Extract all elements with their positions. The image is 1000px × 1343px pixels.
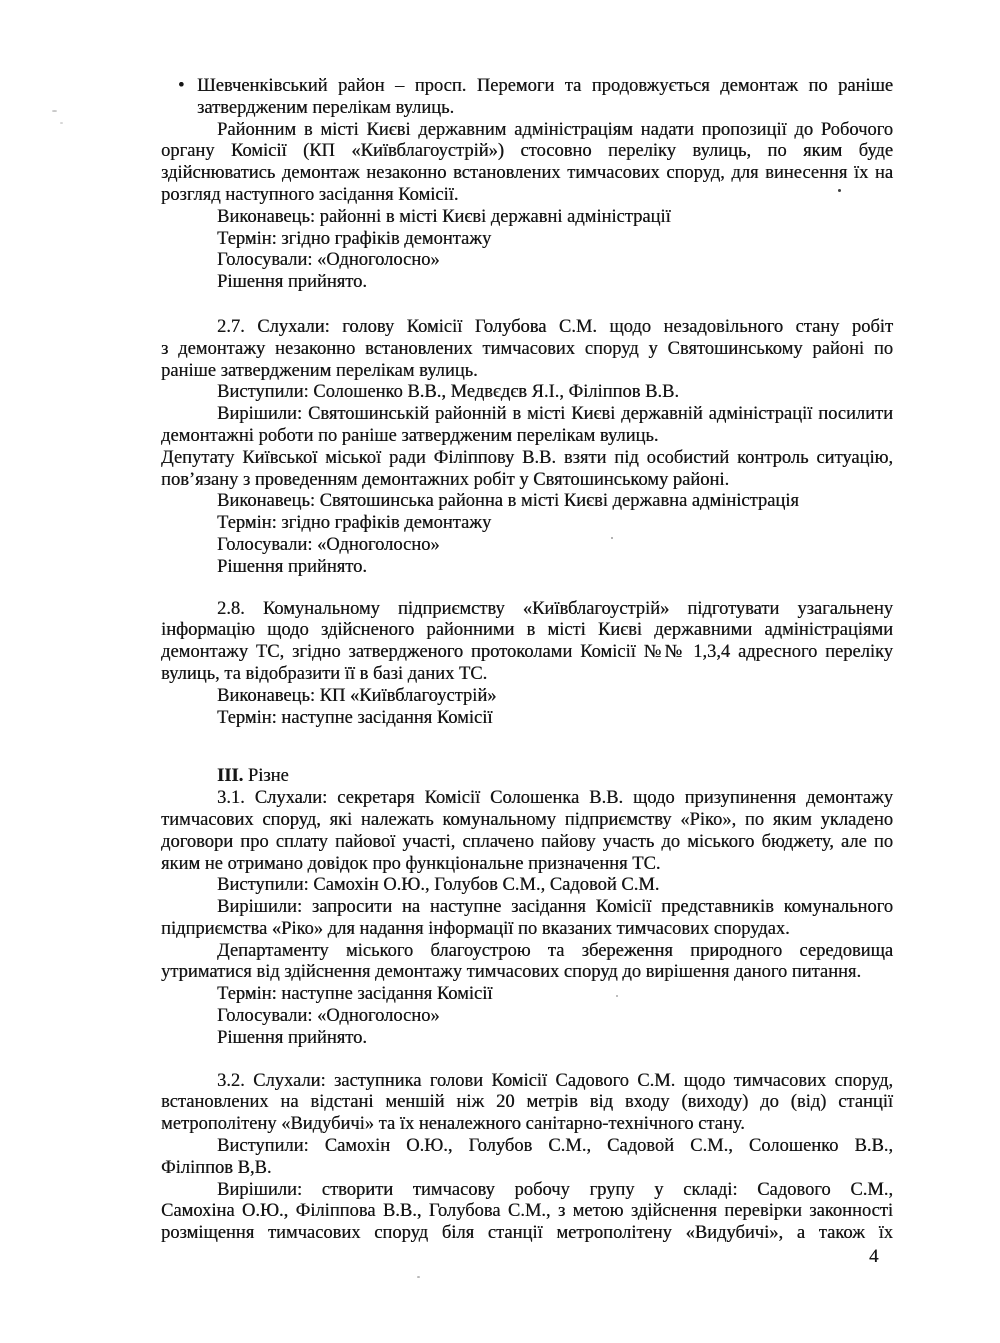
text-line: • Шевченківський район – просп. Перемоги та продовжується демонтаж по раніше [178, 76, 893, 96]
text-line: демонтажу ТС, згідно затвердженого протоколами Комісії №№ 1,3,4 адресного переліку [161, 642, 893, 663]
text-line: III. Різне [217, 766, 289, 787]
text-line: демонтажні роботи по раніше затвердженим перелікам вулиць. [161, 425, 659, 446]
label-vystupyly-3-1 [161, 875, 893, 897]
para-3-2-vyrishyly [161, 1180, 893, 1245]
para-2-7-slukhaly [161, 317, 893, 382]
text-line: утриматися від здійснення демонтажу тимчасових споруд до вирішення даного питання. [161, 962, 862, 983]
scan-speck [417, 1276, 420, 1278]
text-line: Самохіна О.Ю., Філіппова В.В., Голубова С.М., з метою здійснення перевірки законності [161, 1201, 893, 1222]
text-line: вулиць, та відобразити її в базі даних ТС. [161, 663, 488, 684]
label-holosuvaly-1 [161, 250, 893, 272]
text-line: Виступили: Солошенко В.В., Медвєдєв Я.І., Філіппов В.В. [217, 382, 679, 403]
para-raionnym-administratsiiam [161, 120, 893, 207]
text-line: затвердженим перелікам вулиць. [197, 97, 455, 118]
text-line: розміщення тимчасових споруд біля станції метрополітену «Видубичі», а також їх [161, 1223, 893, 1244]
label-vykonavets-2-8 [161, 686, 893, 708]
label-holosuvaly-2-7 [161, 535, 893, 557]
para-2-8 [161, 599, 893, 686]
text-line: Вирішили: створити тимчасову робочу групу у складі: Садового С.М., [217, 1179, 893, 1200]
text-line: встановлених на відстані меншій ніж 20 метрів від входу (виходу) до (від) станції [161, 1092, 893, 1113]
label-termin-2-7 [161, 513, 893, 535]
text-line: 3.1. Слухали: секретаря Комісії Солошенка В.В. щодо призупинення демонтажу [217, 788, 893, 809]
text-line: розгляд наступного засідання Комісії. [161, 184, 459, 205]
text-line: 3.2. Слухали: заступника голови Комісії Садового С.М. щодо тимчасових споруд, [217, 1070, 893, 1091]
text-line: Районним в місті Києві державним адміністраціям надати пропозиції до Робочого [217, 119, 893, 140]
text-line: яким не отримано довідок про функціональне призначення ТС. [161, 853, 661, 874]
text-line: Рішення прийнято. [217, 272, 367, 293]
para-3-1-departamentu [161, 941, 893, 985]
text-line: Голосували: «Одноголосно» [217, 534, 440, 555]
text-line: Виступили: Самохін О.Ю., Голубов С.М., Садовой С.М. [217, 875, 660, 896]
label-holosuvaly-3-1 [161, 1006, 893, 1028]
label-rishennia-3-1 [161, 1028, 893, 1050]
label-termin-3-1 [161, 984, 893, 1006]
label-rishennia-1 [161, 272, 893, 294]
scan-speck [611, 537, 613, 539]
text-line: здійснюватись демонтаж незаконно встановлених тимчасових споруд, для винесення їх на [161, 163, 893, 184]
text-line: договори про сплату пайової участі, сплачено пайову участь до міського бюджету, але по [161, 831, 893, 852]
text-line: раніше затвердженим перелікам вулиць. [161, 360, 478, 381]
text-line: Термін: наступне засідання Комісії [217, 707, 493, 728]
label-termin-1 [161, 229, 893, 251]
text-line: Депутату Київської міської ради Філіппову В.В. взяти під особистий контроль ситуацію, [161, 447, 893, 468]
text-line: Виступили: Самохін О.Ю., Голубов С.М., Садовой С.М., Солошенко В.В., [217, 1136, 893, 1157]
text-line: Департаменту міського благоустрою та збереження природного середовища [217, 940, 893, 961]
page-number: 4 [869, 1246, 879, 1267]
label-termin-2-8 [161, 708, 893, 730]
heading-numeral: III. [217, 766, 244, 787]
bullet-item-shevchenkivskyi-raion [161, 76, 893, 120]
label-vystupyly-2-7 [161, 382, 893, 404]
text-line: 2.7. Слухали: голову Комісії Голубова С.М. щодо незадовільного стану робіт [217, 316, 893, 337]
text-line: Виконавець: Святошинська районна в місті Києві державна адміністрація [217, 491, 799, 512]
text-line: Вирішили: запросити на наступне засідання Комісії представників комунального [217, 897, 893, 918]
text-line: Рішення прийнято. [217, 1027, 367, 1048]
para-3-1-vyrishyly [161, 897, 893, 941]
text-line: Термін: згідно графіків демонтажу [217, 513, 492, 534]
label-vykonavets-1 [161, 207, 893, 229]
text-line: тимчасових споруд, які належать комунальному підприємству «Ріко», по яким укладено [161, 809, 893, 830]
text-line: Виконавець: районні в місті Києві державні адміністрації [217, 206, 671, 227]
text-line: з демонтажу незаконно встановлених тимчасових споруд у Святошинському районі по [161, 338, 893, 359]
bullet-marker: • [178, 76, 185, 96]
text-line: органу Комісії (КП «Київблагоустрій») стосовно переліку вулиць, по яким буде [161, 141, 893, 162]
scan-speck [60, 122, 63, 124]
para-2-7-deputatu [161, 448, 893, 492]
text-line: Вирішили: Святошинській районній в місті Києві державній адміністрації посилити [217, 404, 893, 425]
text-line: Виконавець: КП «Київблагоустрій» [217, 685, 497, 706]
text-line: метрополітену «Видубичі» та їх неналежного санітарно-технічного стану. [161, 1114, 745, 1135]
para-3-2-vystupyly [161, 1136, 893, 1180]
text-line: підприємства «Ріко» для надання інформації по вказаних тимчасових спорудах. [161, 918, 790, 939]
text-line: Філіппов В,В. [161, 1157, 272, 1178]
document-body [161, 76, 893, 1245]
para-3-2-slukhaly [161, 1071, 893, 1136]
text-line: Рішення прийнято. [217, 556, 367, 577]
scan-speck [52, 110, 57, 112]
label-rishennia-2-7 [161, 557, 893, 579]
text-line: Термін: згідно графіків демонтажу [217, 228, 492, 249]
scan-speck [616, 995, 618, 997]
text-line: пов’язану з проведенням демонтажних робіт у Святошинському районі. [161, 469, 730, 490]
text-line: інформацію щодо здійсненого районними в місті Києві державними адміністраціями [161, 620, 893, 641]
text-line: Термін: наступне засідання Комісії [217, 984, 493, 1005]
text-line: 2.8. Комунальному підприємству «Київблагоустрій» підготувати узагальнену [217, 598, 893, 619]
text-line: Голосували: «Одноголосно» [217, 250, 440, 271]
heading-section-3-rizne [161, 766, 893, 788]
para-2-7-vyrishyly [161, 404, 893, 448]
para-3-1-slukhaly [161, 788, 893, 875]
label-vykonavets-2-7 [161, 491, 893, 513]
text-line: Голосували: «Одноголосно» [217, 1006, 440, 1027]
scan-speck [838, 189, 841, 192]
